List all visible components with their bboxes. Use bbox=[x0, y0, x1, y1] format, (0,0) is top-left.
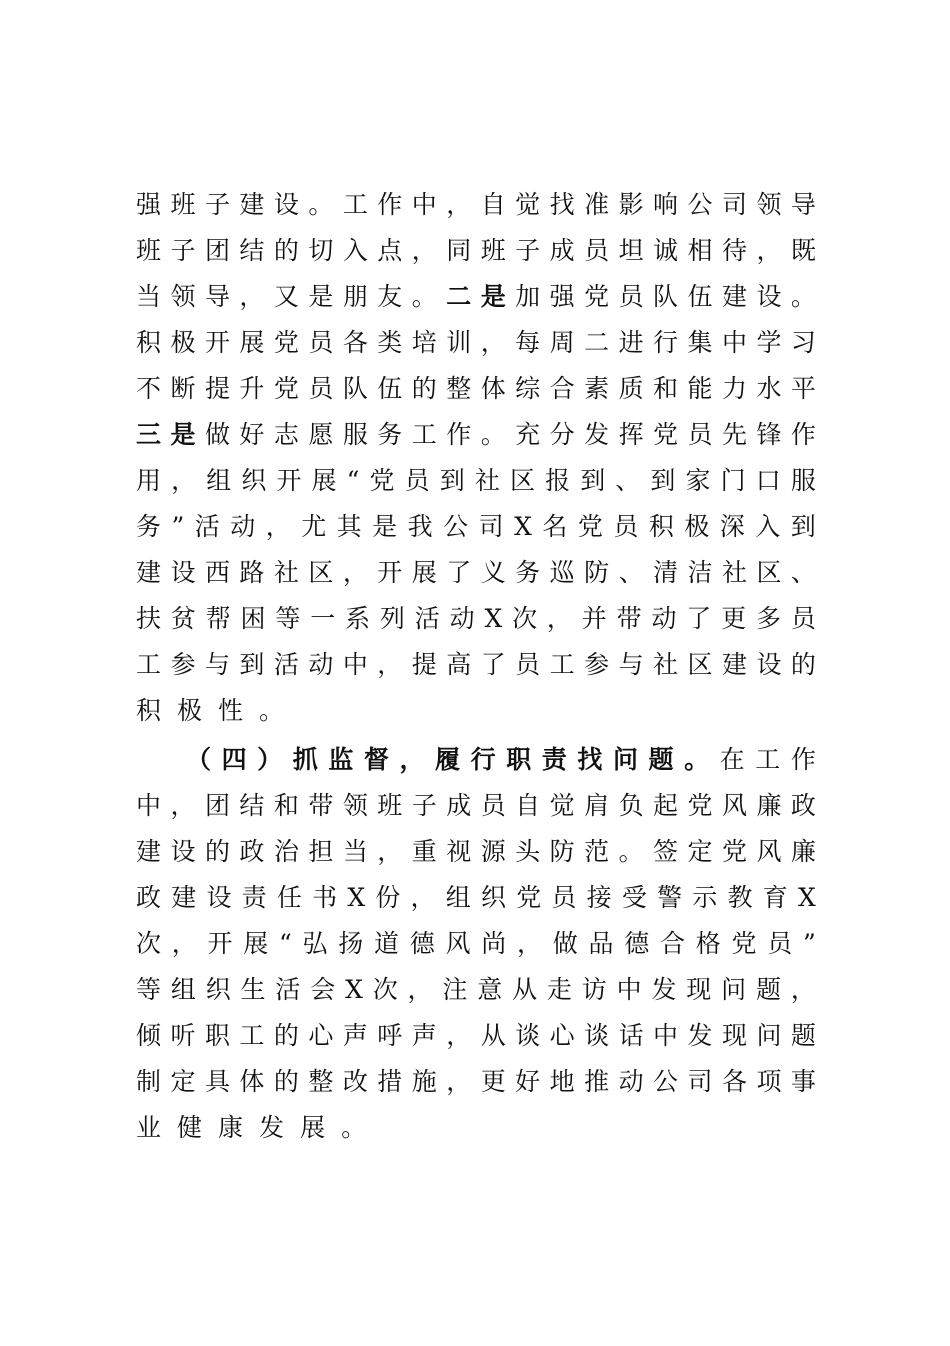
text-line: 扶 贫 帮 困 等 一 系 列 活 动 X 次 ， 并 带 动 了 更 多 员 bbox=[136, 604, 816, 633]
text-line: 业 健 康 发 展 。 bbox=[136, 1113, 367, 1142]
paragraph-1 bbox=[136, 182, 816, 734]
text-line: 中 ， 团 结 和 带 领 班 子 成 员 自 觉 肩 负 起 党 风 廉 政 bbox=[136, 791, 816, 820]
text-line: 工 参 与 到 活 动 中 ， 提 高 了 员 工 参 与 社 区 建 设 的 bbox=[136, 650, 816, 679]
paragraph-2 bbox=[136, 737, 816, 1151]
text-line: 次 ， 开 展 “ 弘 扬 道 德 风 尚 ， 做 品 德 合 格 党 员 ” bbox=[136, 929, 816, 958]
text-line: 建 设 西 路 社 区 ， 开 展 了 义 务 巡 防 、 清 洁 社 区 、 bbox=[136, 558, 816, 587]
text-line: 积 极 开 展 党 员 各 类 培 训 ， 每 周 二 进 行 集 中 学 习 bbox=[136, 328, 816, 357]
text-line: 强 班 子 建 设 。 工 作 中 ， 自 觉 找 准 影 响 公 司 领 导 bbox=[136, 190, 816, 219]
text-line: 班 子 团 结 的 切 入 点 ， 同 班 子 成 员 坦 诚 相 待 ， 既 bbox=[136, 236, 816, 265]
text-line: 积 极 性 。 bbox=[136, 696, 285, 725]
text-line: 等 组 织 生 活 会 X 次 ， 注 意 从 走 访 中 发 现 问 题 ， bbox=[136, 975, 816, 1004]
text-line: 当 领 导 ， 又 是 朋 友 。 二 是 加 强 党 员 队 伍 建 设 。 bbox=[136, 282, 816, 311]
text-line: 政 建 设 责 任 书 X 份 ， 组 织 党 员 接 受 警 示 教 育 X bbox=[136, 883, 816, 912]
text-line: 建 设 的 政 治 担 当 ， 重 视 源 头 防 范 。 签 定 党 风 廉 bbox=[136, 837, 816, 866]
text-line: 不 断 提 升 党 员 队 伍 的 整 体 综 合 素 质 和 能 力 水 平 bbox=[136, 374, 816, 403]
text-line: 三 是 做 好 志 愿 服 务 工 作 。 充 分 发 挥 党 员 先 锋 作 bbox=[136, 420, 816, 449]
text-line: 用 ， 组 织 开 展 “ 党 员 到 社 区 报 到 、 到 家 门 口 服 bbox=[136, 466, 816, 495]
text-line: 倾 听 职 工 的 心 声 呼 声 ， 从 谈 心 谈 话 中 发 现 问 题 bbox=[136, 1021, 816, 1050]
text-line: 务 ” 活 动 ， 尤 其 是 我 公 司 X 名 党 员 积 极 深 入 到 bbox=[136, 512, 816, 541]
text-line: （ 四 ） 抓 监 督 ， 履 行 职 责 找 问 题 。 在 工 作 bbox=[186, 745, 816, 774]
text-line: 制 定 具 体 的 整 改 措 施 ， 更 好 地 推 动 公 司 各 项 事 bbox=[136, 1067, 816, 1096]
